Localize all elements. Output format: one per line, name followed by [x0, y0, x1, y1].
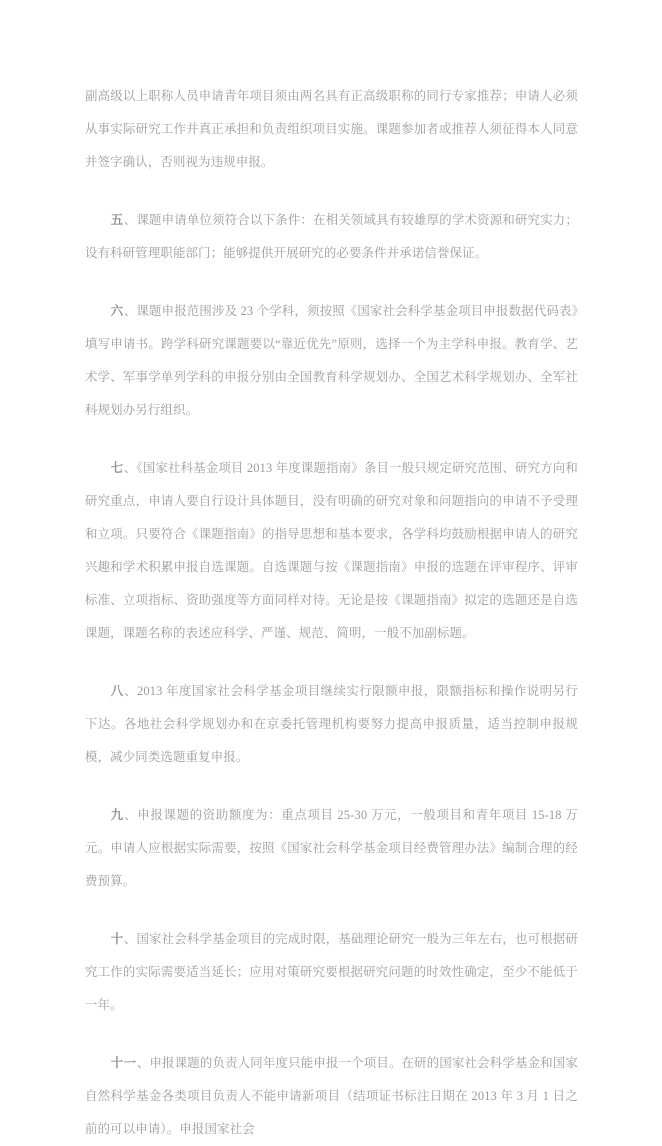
paragraph-item-9 [85, 799, 578, 898]
paragraph-gap [85, 650, 578, 675]
paragraph-intro-continuation: 副高级以上职称人员申请青年项目须由两名具有正高级职称的同行专家推荐；申请人必须从事实际研究工作并真正承担和负责组织项目实施。课题参加者或推荐人须征得本人同意并签字确认，否则视为违规申报。 [85, 89, 578, 169]
item-text-7: 、《国家社科基金项目 2013 年度课题指南》条目一般只规定研究范围、研究方向和研究重点，申请人要自行设计具体题目，没有明确的研究对象和问题指向的申请不予受理和立项。只要符合《课题指南》的指导思想和基本要求，各学科均鼓励根据申请人的研究兴趣和学术积累申报自选课题。自选课题与按《课题指南》申报的选题在评审程序、评审标准、立项指标、资助强度等方面同样对待。无论是按《课题指南》拟定的选题还是自选课题，课题名称的表述应科学、严谨、规范、简明，一般不加副标题。 [85, 461, 578, 640]
document-text-column [85, 80, 578, 1146]
item-marker-11: 十一 [110, 1056, 137, 1070]
paragraph-item-8 [85, 675, 578, 774]
item-text-6: 、课题申报范围涉及 23 个学科，须按照《国家社会科学基金项目申报数据代码表》填写申请书。跨学科研究课题要以“靠近优先”原则，选择一个为主学科申报。教育学、艺术学、军事学单列学科的申报分别由全国教育科学规划办、全国艺术科学规划办、全军社科规划办另行组织。 [85, 304, 578, 417]
paragraph-gap [85, 898, 578, 923]
item-marker-5: 五 [110, 213, 124, 227]
item-marker-10: 十 [110, 932, 124, 946]
item-marker-9: 九 [110, 808, 125, 822]
item-marker-6: 六 [110, 304, 124, 318]
item-text-10: 、国家社会科学基金项目的完成时限，基础理论研究一般为三年左右，也可根据研究工作的实际需要适当延长；应用对策研究要根据研究问题的时效性确定，至少不能低于一年。 [85, 932, 578, 1012]
paragraph-gap [85, 774, 578, 799]
paragraph-item-11 [85, 1047, 578, 1146]
paragraph-gap [85, 427, 578, 452]
paragraph-item-7 [85, 452, 578, 650]
item-marker-8: 八 [110, 684, 125, 698]
item-text-11: 、申报课题的负责人同年度只能申报一个项目。在研的国家社会科学基金和国家自然科学基金各类项目负责人不能申请新项目（结项证书标注日期在 2013 年 3 月 1 日之前的可以申请）。申报国家社会 [85, 1056, 578, 1136]
paragraph-gap [85, 179, 578, 204]
paragraph-item-5 [85, 204, 578, 270]
item-text-5: 、课题申请单位须符合以下条件：在相关领域具有较雄厚的学术资源和研究实力；设有科研管理职能部门；能够提供开展研究的必要条件并承诺信誉保证。 [85, 213, 578, 260]
paragraph-item-10 [85, 923, 578, 1022]
paragraph-gap [85, 270, 578, 295]
item-marker-7: 七 [110, 461, 124, 475]
item-text-9: 、申报课题的资助额度为：重点项目 25-30 万元，一般项目和青年项目 15-18 万元。申请人应根据实际需要，按照《国家社会科学基金项目经费管理办法》编制合理的经费预算。 [85, 808, 578, 888]
item-text-8: 、2013 年度国家社会科学基金项目继续实行限额申报，限额指标和操作说明另行下达。各地社会科学规划办和在京委托管理机构要努力提高申报质量，适当控制申报规模，减少同类选题重复申报。 [85, 684, 578, 764]
paragraph-gap [85, 1022, 578, 1047]
paragraph-item-6 [85, 295, 578, 427]
